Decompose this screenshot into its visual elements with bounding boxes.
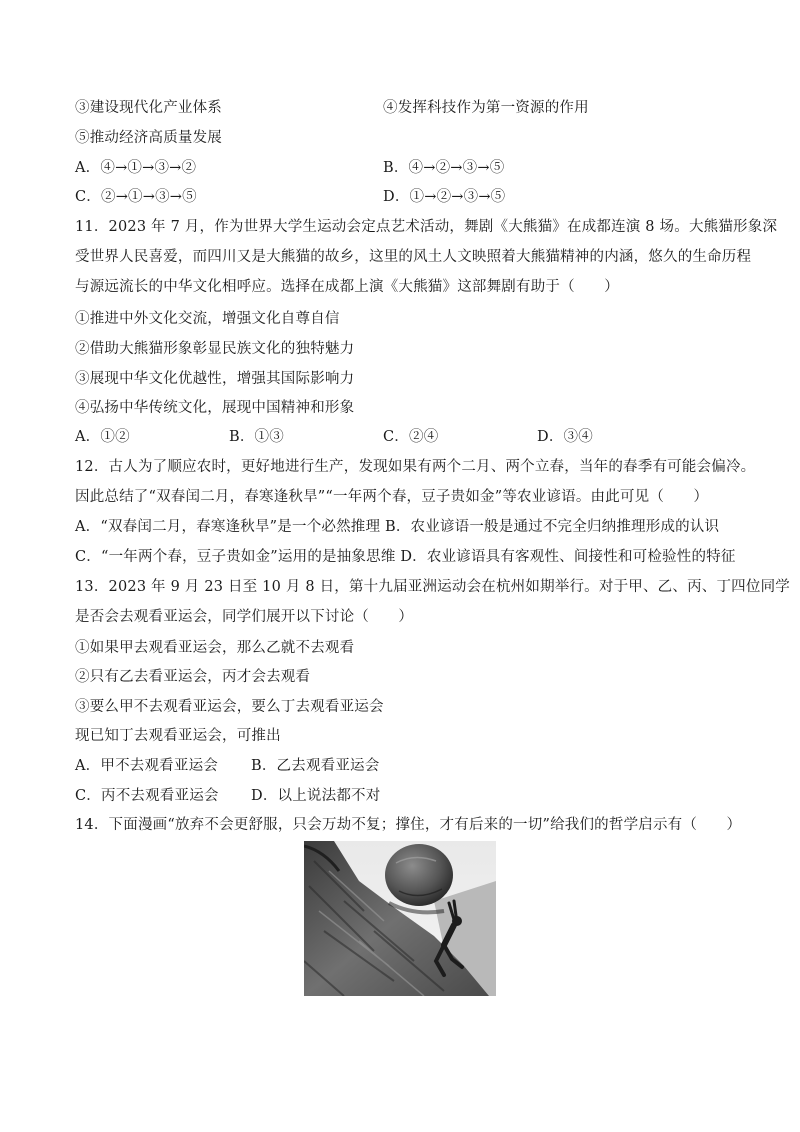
q13-conclusion: 现已知丁去观看亚运会，可推出 [75, 728, 281, 744]
q10-option-4: ④发挥科技作为第一资源的作用 [383, 100, 589, 116]
q10-choice-b: B．④→②→③→⑤ [383, 160, 505, 176]
q13-choice-d: D．以上说法都不对 [251, 788, 381, 804]
q11-item-4: ④弘扬中华传统文化，展现中国精神和形象 [75, 400, 355, 416]
boulder-cartoon-image [304, 841, 496, 996]
q13-choice-b: B．乙去观看亚运会 [251, 758, 380, 774]
q13-stem-line-2: 是否会去观看亚运会，同学们展开以下讨论（ ） [75, 609, 414, 625]
q13-choice-a: A．甲不去观看亚运会 [75, 758, 218, 774]
q13-stem-line-1: 13．2023 年 9 月 23 日至 10 月 8 日，第十九届亚洲运动会在杭州如期举行。对于甲、乙、丙、丁四位同学 [75, 579, 790, 595]
q11-choice-a: A．①② [75, 429, 130, 445]
q11-stem-line-2: 受世界人民喜爱，而四川又是大熊猫的故乡，这里的风土人文映照着大熊猫精神的内涵，悠久的生命历程 [75, 249, 752, 265]
q10-choice-c: C．②→①→③→⑤ [75, 189, 197, 205]
q12-stem-line-2: 因此总结了“双春闰二月，春寒逢秋旱”“一年两个春，豆子贵如金”等农业谚语。由此可见（ ） [75, 489, 709, 505]
q10-option-5: ⑤推动经济高质量发展 [75, 130, 222, 146]
q11-choice-c: C．②④ [383, 429, 439, 445]
q11-choice-b: B．①③ [229, 429, 284, 445]
q11-choice-d: D．③④ [537, 429, 593, 445]
q13-choice-c: C．丙不去观看亚运会 [75, 788, 219, 804]
q13-item-3: ③要么甲不去观看亚运会，要么丁去观看亚运会 [75, 699, 384, 715]
q11-stem-line-3: 与源远流长的中华文化相呼应。选择在成都上演《大熊猫》这部舞剧有助于（ ） [75, 279, 619, 295]
q13-item-2: ②只有乙去看亚运会，丙才会去观看 [75, 669, 311, 685]
q10-choice-a: A．④→①→③→② [75, 160, 197, 176]
q13-item-1: ①如果甲去观看亚运会，那么乙就不去观看 [75, 640, 355, 656]
q11-stem-line-1: 11．2023 年 7 月，作为世界大学生运动会定点艺术活动，舞剧《大熊猫》在成都连演 8 场。大熊猫形象深 [75, 219, 778, 235]
q10-choice-d: D．①→②→③→⑤ [383, 189, 506, 205]
q11-item-3: ③展现中华文化优越性，增强其国际影响力 [75, 371, 355, 387]
q10-option-3: ③建设现代化产业体系 [75, 100, 222, 116]
q12-choices-c-d: C．“一年两个春，豆子贵如金”运用的是抽象思维 D．农业谚语具有客观性、间接性和可检验性的特征 [75, 549, 736, 565]
q11-item-2: ②借助大熊猫形象彰显民族文化的独特魅力 [75, 341, 355, 357]
q14-stem-line-1: 14．下面漫画“放弃不会更舒服，只会万劫不复；撑住，才有后来的一切”给我们的哲学启示有（ ） [75, 817, 742, 833]
q12-choices-a-b: A．“双春闰二月，春寒逢秋旱”是一个必然推理 B．农业谚语一般是通过不完全归纳推理形成的认识 [75, 519, 720, 535]
q11-item-1: ①推进中外文化交流，增强文化自尊自信 [75, 311, 340, 327]
q12-stem-line-1: 12．古人为了顺应农时，更好地进行生产，发现如果有两个二月、两个立春，当年的春季有可能会偏冷。 [75, 459, 756, 475]
